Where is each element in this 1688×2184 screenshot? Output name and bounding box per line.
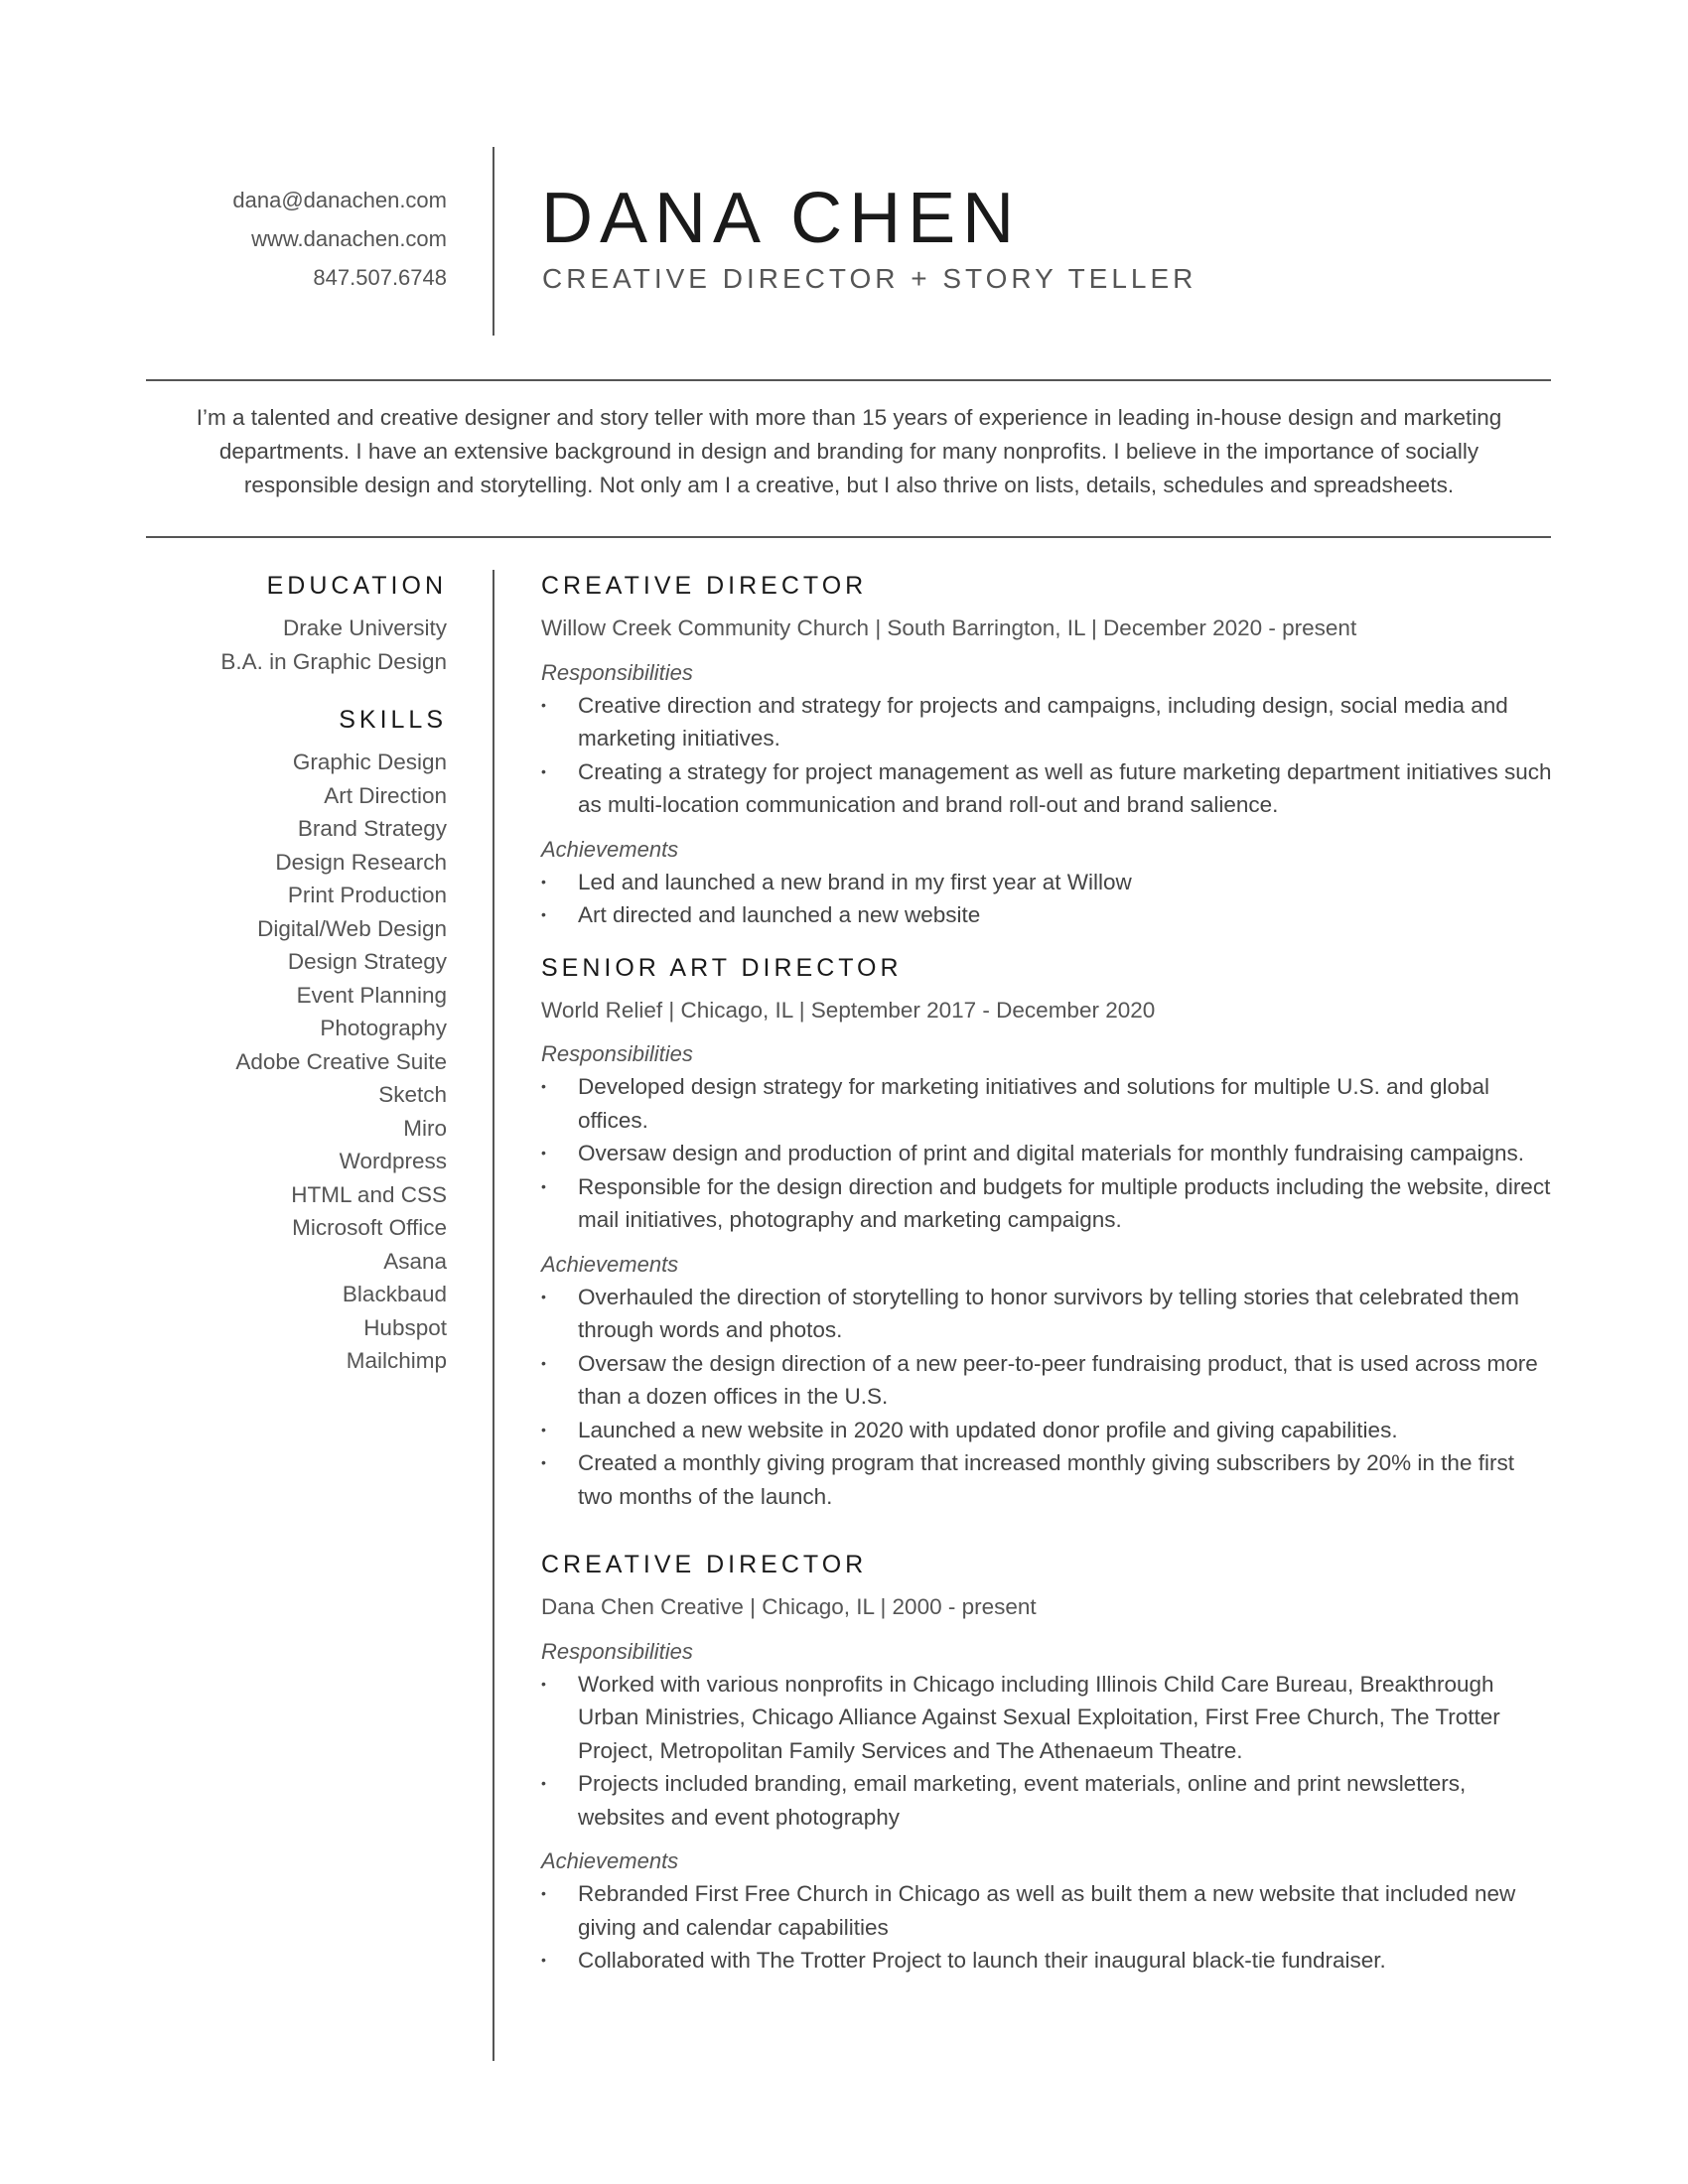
job-meta: Dana Chen Creative | Chicago, IL | 2000 - present — [541, 1594, 1037, 1619]
skill-item: Brand Strategy — [297, 816, 447, 841]
job-meta: World Relief | Chicago, IL | September 2017 - December 2020 — [541, 997, 1156, 1023]
contact-website[interactable]: www.danachen.com — [251, 226, 447, 251]
person-name: DANA CHEN — [541, 179, 1022, 258]
education-school: Drake University — [282, 615, 447, 640]
bullet-icon: • — [541, 1078, 546, 1094]
bullet-icon: • — [541, 1421, 546, 1437]
skill-item: Blackbaud — [342, 1282, 447, 1306]
bullet-icon: • — [541, 1675, 546, 1692]
summary-line: I’m a talented and creative designer and story teller with more than 15 years of experience in leading in-house design and marketing — [196, 405, 1502, 430]
list-item — [541, 1446, 1554, 1513]
skill-item: Miro — [403, 1115, 447, 1141]
responsibilities-list — [541, 1668, 1554, 1835]
skills-heading: SKILLS — [339, 706, 447, 734]
skill-item: Design Strategy — [287, 949, 447, 974]
bullet-icon: • — [541, 1145, 546, 1160]
list-item — [541, 1170, 1554, 1237]
education-block — [149, 612, 447, 678]
job-title: CREATIVE DIRECTOR — [541, 1551, 868, 1578]
achievements-label: Achievements — [541, 836, 679, 862]
list-item-text: Responsible for the design direction and budgets for multiple products including the website, direct mail initiatives, photography and marketing campaigns. — [578, 1173, 1551, 1232]
bullet-icon: • — [541, 1885, 546, 1901]
skill-item: Adobe Creative Suite — [235, 1048, 447, 1074]
job-title: SENIOR ART DIRECTOR — [541, 953, 903, 982]
list-item — [541, 689, 1554, 755]
list-item-text: Overhauled the direction of storytelling to honor survivors by telling stories that celebrated them through words and photos. — [578, 1284, 1519, 1342]
achievements-list — [541, 1281, 1554, 1514]
responsibilities-list — [541, 1070, 1554, 1237]
summary — [159, 401, 1539, 502]
list-item — [541, 1347, 1554, 1414]
sidebar — [149, 568, 447, 1378]
skill-item: Hubspot — [363, 1314, 447, 1340]
skills-list — [149, 746, 447, 1378]
list-item — [541, 898, 1554, 932]
list-item — [541, 866, 1554, 899]
responsibilities-label: Responsibilities — [541, 1638, 693, 1664]
skill-item: Design Research — [275, 849, 447, 875]
list-item — [541, 1281, 1554, 1347]
skill-item: Wordpress — [339, 1149, 447, 1173]
contact-phone: 847.507.6748 — [313, 265, 447, 290]
list-item — [541, 1944, 1554, 1978]
list-item-text: Creative direction and strategy for projects and campaigns, including design, social media and marketing initiatives. — [578, 692, 1508, 751]
responsibilities-label: Responsibilities — [541, 659, 693, 685]
responsibilities-label: Responsibilities — [541, 1041, 693, 1066]
skill-item: Microsoft Office — [292, 1215, 447, 1240]
skill-item: Photography — [320, 1016, 447, 1040]
skill-item: Event Planning — [296, 982, 447, 1008]
list-item-text: Worked with various nonprofits in Chicago including Illinois Child Care Bureau, Breakthrough Urban Ministries, Chicago Alliance Against Sexual Exploitation, First Free Church, The Trotter Project, Metropolitan Family Services and The Athenaeum Theatre. — [578, 1671, 1500, 1763]
bullet-icon: • — [541, 873, 546, 889]
list-item-text: Created a monthly giving program that increased monthly giving subscribers by 20% in the first two months of the launch. — [578, 1450, 1514, 1509]
skill-item: Mailchimp — [346, 1348, 447, 1373]
achievements-list — [541, 1877, 1554, 1978]
bullet-icon: • — [541, 1952, 546, 1968]
summary-bottom-rule — [146, 536, 1551, 538]
list-item — [541, 1877, 1554, 1944]
list-item — [541, 1668, 1554, 1768]
contact-info — [149, 181, 447, 297]
bullet-icon: • — [541, 1775, 546, 1791]
bullet-icon: • — [541, 906, 546, 922]
skill-item: Print Production — [287, 883, 447, 907]
job-entry — [541, 1547, 1554, 1978]
bullet-icon: • — [541, 1288, 546, 1304]
list-item-text: Art directed and launched a new website — [578, 902, 981, 927]
experience-section — [541, 568, 1554, 1978]
responsibilities-list — [541, 689, 1554, 822]
summary-line: responsible design and storytelling. Not only am I a creative, but I also thrive on lists, details, schedules and spreadsheets. — [243, 473, 1455, 497]
education-degree: B.A. in Graphic Design — [220, 648, 447, 674]
skill-item: Art Direction — [324, 782, 447, 808]
summary-line: departments. I have an extensive background in design and branding for many nonprofits. I believe in the importance of socially — [218, 439, 1479, 464]
list-item-text: Oversaw design and production of print and digital materials for monthly fundraising campaigns. — [578, 1141, 1525, 1165]
body-divider — [492, 570, 494, 2061]
list-item — [541, 1767, 1554, 1834]
job-entry — [541, 568, 1554, 932]
achievements-label: Achievements — [541, 1848, 679, 1873]
summary-top-rule — [146, 379, 1551, 381]
job-meta: Willow Creek Community Church | South Barrington, IL | December 2020 - present — [541, 615, 1357, 640]
list-item-text: Creating a strategy for project management as well as future marketing department initiatives such as multi-location communication and brand roll-out and brand salience. — [578, 758, 1552, 817]
header-divider — [492, 147, 494, 336]
list-item — [541, 1414, 1554, 1447]
list-item-text: Oversaw the design direction of a new peer-to-peer fundraising product, that is used across more than a dozen offices in the U.S. — [578, 1350, 1538, 1409]
bullet-icon: • — [541, 1177, 546, 1194]
list-item — [541, 1070, 1554, 1137]
list-item — [541, 755, 1554, 822]
skill-item: Sketch — [378, 1082, 447, 1107]
list-item-text: Collaborated with The Trotter Project to launch their inaugural black-tie fundraiser. — [578, 1948, 1386, 1973]
bullet-icon: • — [541, 696, 546, 713]
job-entry — [541, 950, 1554, 1514]
list-item-text: Developed design strategy for marketing initiatives and solutions for multiple U.S. and global offices. — [578, 1074, 1489, 1133]
skill-item: HTML and CSS — [291, 1181, 447, 1207]
person-tagline: CREATIVE DIRECTOR + STORY TELLER — [542, 263, 1197, 294]
bullet-icon: • — [541, 1454, 546, 1470]
list-item-text: Led and launched a new brand in my first year at Willow — [578, 869, 1132, 894]
education-heading: EDUCATION — [266, 572, 447, 600]
list-item-text: Projects included branding, email marketing, event materials, online and print newsletters, websites and event photography — [578, 1771, 1467, 1830]
contact-email[interactable]: dana@danachen.com — [232, 188, 447, 212]
bullet-icon: • — [541, 1354, 546, 1371]
list-item — [541, 1137, 1554, 1170]
skill-item: Digital/Web Design — [257, 915, 447, 941]
achievements-list — [541, 866, 1554, 932]
skill-item: Graphic Design — [292, 750, 447, 774]
job-title: CREATIVE DIRECTOR — [541, 572, 868, 600]
bullet-icon: • — [541, 762, 546, 779]
list-item-text: Rebranded First Free Church in Chicago as well as built them a new website that included new giving and calendar capabilities — [578, 1881, 1516, 1940]
skill-item: Asana — [383, 1248, 447, 1274]
list-item-text: Launched a new website in 2020 with updated donor profile and giving capabilities. — [578, 1417, 1398, 1442]
achievements-label: Achievements — [541, 1251, 679, 1277]
